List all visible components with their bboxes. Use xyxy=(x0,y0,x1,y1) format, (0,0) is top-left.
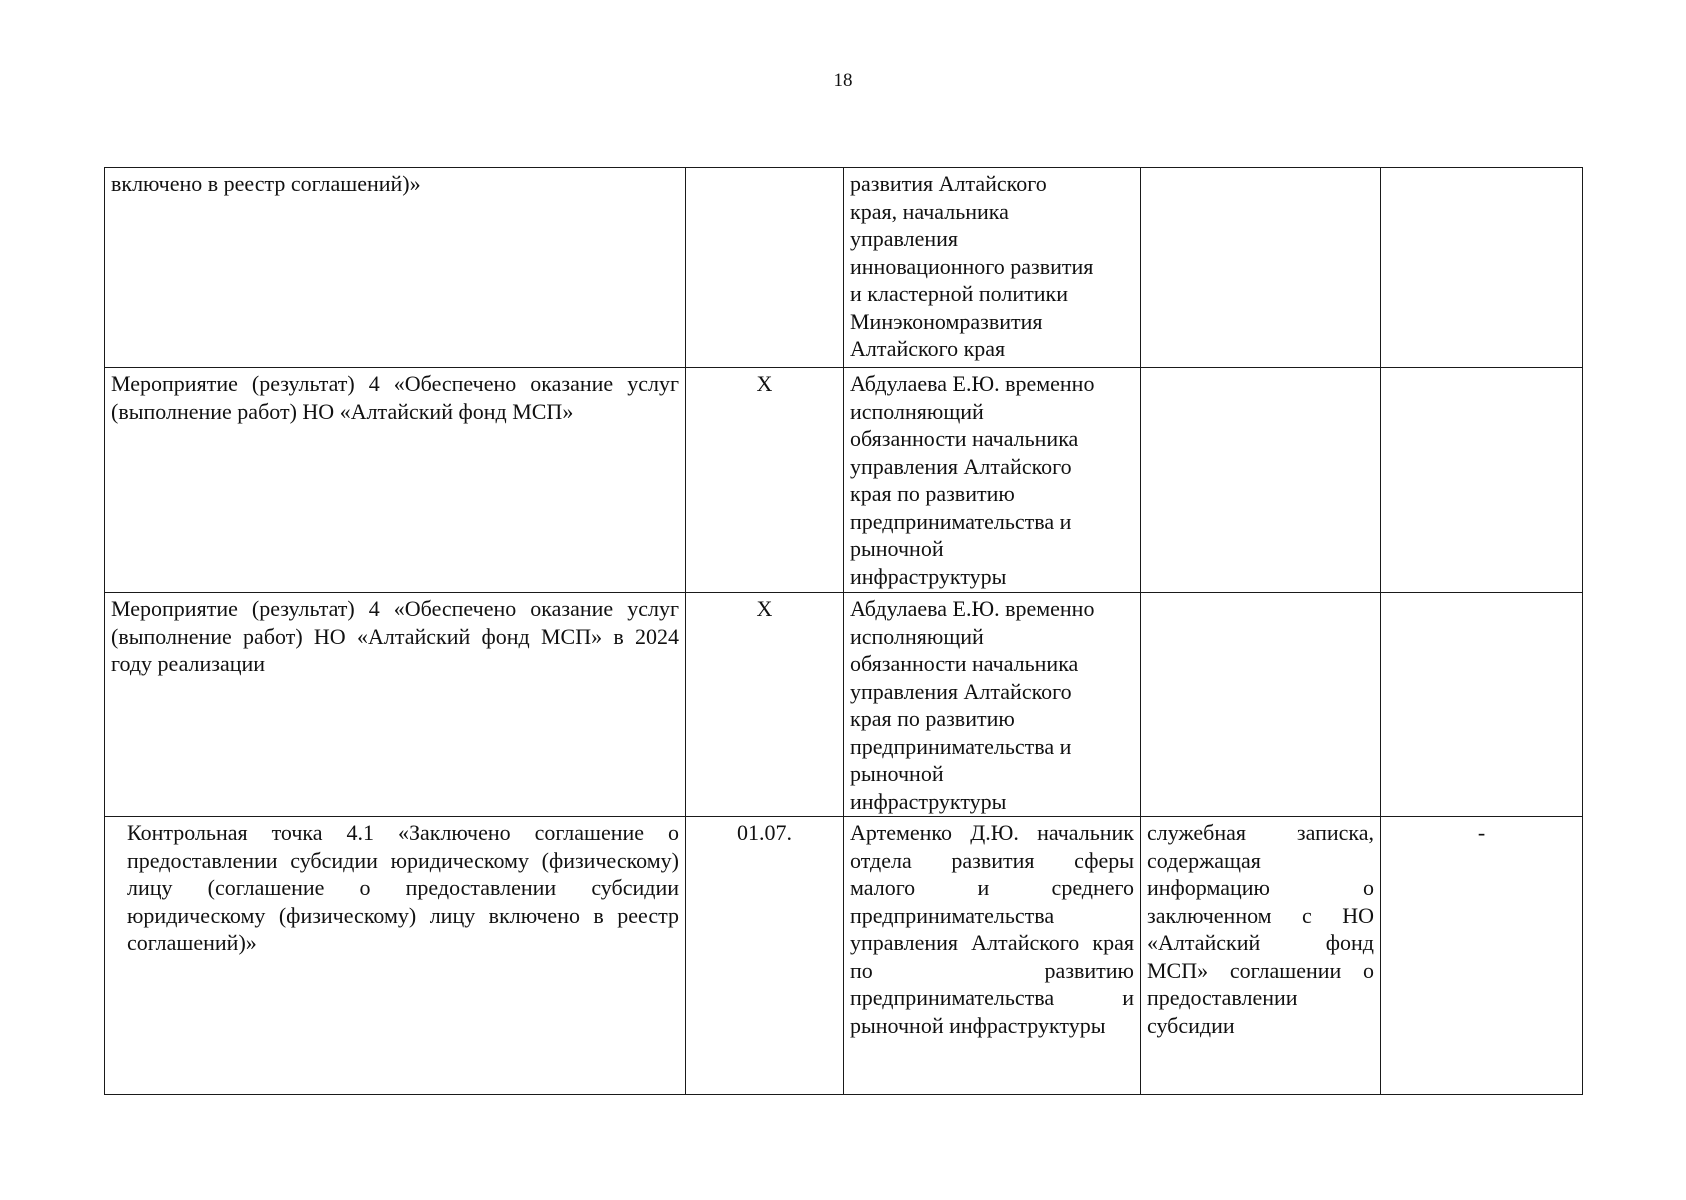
event-text: Мероприятие (результат) 4 «Обеспечено оказание услуг (выполнение работ) НО «Алтайский фонд МСП» xyxy=(111,371,679,424)
date-cell xyxy=(686,817,844,1095)
extra-cell xyxy=(1381,168,1583,368)
responsible-cell xyxy=(844,168,1141,368)
event-text: Мероприятие (результат) 4 «Обеспечено оказание услуг (выполнение работ) НО «Алтайский фонд МСП» в 2024 году реализации xyxy=(111,596,679,676)
responsible-line: инфраструктуры xyxy=(850,788,1007,814)
control-points-table xyxy=(104,167,1583,1095)
date-cell xyxy=(686,593,844,817)
date-cell xyxy=(686,368,844,593)
responsible-line: управления Алтайского xyxy=(850,453,1072,479)
table-row xyxy=(105,593,1583,817)
responsible-line: обязанности начальника xyxy=(850,651,1079,676)
page-number: 18 xyxy=(833,70,853,91)
responsible-line: края, начальника xyxy=(850,198,1009,224)
document-text: служебная записка, содержащая информацию о заключенном с НО «Алтайский фонд МСП» соглашении о предоставлении субсидии xyxy=(1147,820,1374,1038)
responsible-cell xyxy=(844,593,1141,817)
responsible-line: предпринимательства и xyxy=(850,733,1072,759)
responsible-line: Абдулаева Е.Ю. временно xyxy=(850,596,1095,621)
event-cell xyxy=(105,368,686,593)
responsible-text: Артеменко Д.Ю. начальник отдела развития сферы малого и среднего предпринимательства управления Алтайского края по развитию предпринимательства и рыночной инфраструктуры xyxy=(850,820,1134,1038)
document-cell xyxy=(1141,368,1381,593)
event-cell xyxy=(105,168,686,368)
responsible-line: рыночной xyxy=(850,536,944,561)
extra-cell xyxy=(1381,817,1583,1095)
responsible-line: инновационного развития xyxy=(850,253,1094,279)
table-row xyxy=(105,368,1583,593)
event-cell xyxy=(105,817,686,1095)
responsible-line: управления xyxy=(850,226,959,251)
responsible-line: управления Алтайского xyxy=(850,678,1072,704)
responsible-line: Абдулаева Е.Ю. временно xyxy=(850,371,1095,396)
responsible-line: Минэкономразвития xyxy=(850,308,1043,334)
extra-cell xyxy=(1381,593,1583,817)
event-text: включено в реестр соглашений)» xyxy=(111,171,421,196)
responsible-cell xyxy=(844,817,1141,1095)
responsible-line: рыночной xyxy=(850,761,944,786)
responsible-line: обязанности начальника xyxy=(850,426,1079,451)
responsible-line: исполняющий xyxy=(850,398,984,424)
responsible-line: и кластерной политики xyxy=(850,281,1068,306)
date-text: 01.07. xyxy=(737,820,792,845)
document-cell xyxy=(1141,168,1381,368)
table-row xyxy=(105,168,1583,368)
date-text: X xyxy=(756,371,773,396)
event-cell xyxy=(105,593,686,817)
responsible-line: развития Алтайского xyxy=(850,171,1047,196)
date-text: X xyxy=(756,596,773,621)
date-cell xyxy=(686,168,844,368)
responsible-line: края по развитию xyxy=(850,481,1015,506)
table-row xyxy=(105,817,1583,1095)
document-cell xyxy=(1141,593,1381,817)
responsible-line: Алтайского края xyxy=(850,336,1006,361)
extra-text: - xyxy=(1477,820,1486,845)
event-text: Контрольная точка 4.1 «Заключено соглашение о предоставлении субсидии юридическому (физическому) лицу (соглашение о предоставлении субсидии юридическому (физическому) лицу включено в реестр соглашений)» xyxy=(127,820,679,955)
responsible-line: края по развитию xyxy=(850,706,1015,731)
responsible-cell xyxy=(844,368,1141,593)
responsible-line: предпринимательства и xyxy=(850,508,1072,534)
responsible-line: инфраструктуры xyxy=(850,563,1007,589)
extra-cell xyxy=(1381,368,1583,593)
responsible-line: исполняющий xyxy=(850,623,984,649)
document-cell xyxy=(1141,817,1381,1095)
